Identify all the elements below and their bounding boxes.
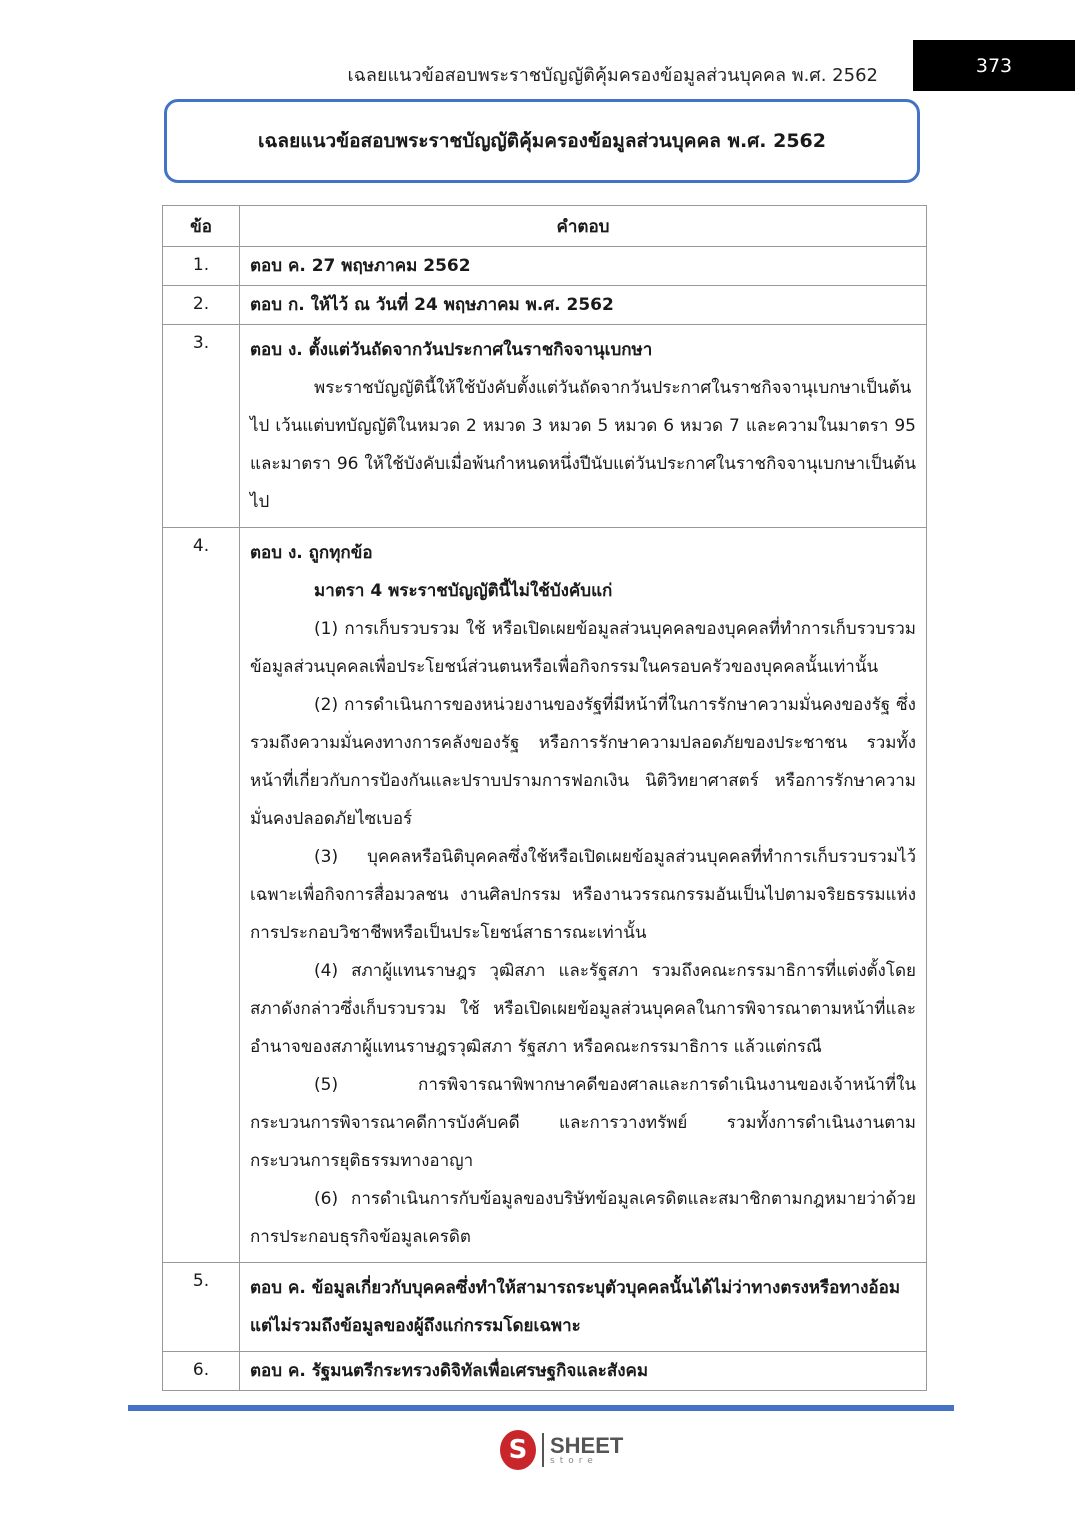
logo-text: SHEET bbox=[550, 1432, 624, 1458]
document-title: เฉลยแนวข้อสอบพระราชบัญญัติคุ้มครองข้อมูลส่วนบุคคล พ.ศ. 2562 bbox=[258, 130, 826, 152]
row-answer-cell bbox=[240, 528, 927, 1263]
running-header: เฉลยแนวข้อสอบพระราชบัญญัติคุ้มครองข้อมูลส่วนบุคคล พ.ศ. 2562 bbox=[347, 65, 878, 86]
row-number: 3. bbox=[163, 325, 240, 528]
footer-divider bbox=[128, 1405, 954, 1411]
column-header-no: ข้อ bbox=[163, 206, 240, 247]
row-answer-cell bbox=[240, 1352, 927, 1391]
row-number: 6. bbox=[163, 1352, 240, 1391]
answer-table bbox=[162, 205, 927, 1391]
list-item: (5) การพิจารณาพิพากษาคดีของศาลและการดำเนินงานของเจ้าหน้าที่ในกระบวนการพิจารณาคดีการบังคับคดี และการวางทรัพย์ รวมทั้งการดำเนินงานตามกระบวนการยุติธรรมทางอาญา bbox=[250, 1075, 916, 1171]
row-answer-cell bbox=[240, 325, 927, 528]
answer-text: ตอบ ค. 27 พฤษภาคม 2562 bbox=[250, 256, 471, 276]
explanation-paragraph: พระราชบัญญัตินี้ให้ใช้บังคับตั้งแต่วันถัดจากวันประกาศในราชกิจจานุเบกษาเป็นต้นไป เว้นแต่บทบัญญัติในหมวด 2 หมวด 3 หมวด 5 หมวด 6 หมวด 7 และความในมาตรา 95 และมาตรา 96 ให้ใช้บังคับเมื่อพ้นกำหนดหนึ่งปีนับแต่วันประกาศในราชกิจจานุเบกษาเป็นต้นไป bbox=[250, 378, 916, 512]
table-row bbox=[163, 325, 927, 528]
table-row bbox=[163, 528, 927, 1263]
answer-text: ตอบ ค. ข้อมูลเกี่ยวกับบุคคลซึ่งทำให้สามารถระบุตัวบุคคลนั้นได้ไม่ว่าทางตรงหรือทางอ้อม แต่ไม่รวมถึงข้อมูลของผู้ถึงแก่กรรมโดยเฉพาะ bbox=[250, 1278, 901, 1336]
logo-subtext: store bbox=[550, 1455, 598, 1466]
answer-text: ตอบ ง. ตั้งแต่วันถัดจากวันประกาศในราชกิจจานุเบกษา bbox=[250, 340, 653, 360]
answer-text: ตอบ ค. รัฐมนตรีกระทรวงดิจิทัลเพื่อเศรษฐกิจและสังคม bbox=[250, 1361, 649, 1381]
row-number: 4. bbox=[163, 528, 240, 1263]
logo-separator bbox=[542, 1433, 544, 1467]
row-number: 5. bbox=[163, 1263, 240, 1352]
page-number: 373 bbox=[913, 40, 1075, 91]
table-row bbox=[163, 1263, 927, 1352]
list-item: (4) สภาผู้แทนราษฎร วุฒิสภา และรัฐสภา รวมถึงคณะกรรมาธิการที่แต่งตั้งโดยสภาดังกล่าวซึ่งเก็บรวบรวม ใช้ หรือเปิดเผยข้อมูลส่วนบุคคลในการพิจารณาตามหน้าที่และอำนาจของสภาผู้แทนราษฎรวุฒิสภา รัฐสภา หรือคณะกรรมาธิการ แล้วแต่กรณี bbox=[250, 961, 916, 1057]
list-item: (1) การเก็บรวบรวม ใช้ หรือเปิดเผยข้อมูลส่วนบุคคลของบุคคลที่ทำการเก็บรวบรวมข้อมูลส่วนบุคคลเพื่อประโยชน์ส่วนตนหรือเพื่อกิจกรรมในครอบครัวของบุคคลนั้นเท่านั้น bbox=[250, 619, 916, 677]
table-row bbox=[163, 1352, 927, 1391]
logo-s-icon: S bbox=[500, 1430, 536, 1470]
list-item: (2) การดำเนินการของหน่วยงานของรัฐที่มีหน้าที่ในการรักษาความมั่นคงของรัฐ ซึ่งรวมถึงความมั่นคงทางการคลังของรัฐ หรือการรักษาความปลอดภัยของประชาชน รวมทั้งหน้าที่เกี่ยวกับการป้องกันและปราบปรามการฟอกเงิน นิติวิทยาศาสตร์ หรือการรักษาความมั่นคงปลอดภัยไซเบอร์ bbox=[250, 695, 916, 829]
section-heading: มาตรา 4 พระราชบัญญัตินี้ไม่ใช้บังคับแก่ bbox=[314, 581, 613, 601]
document-title-box bbox=[164, 99, 920, 183]
logo-wordmark bbox=[550, 1432, 624, 1466]
list-item: (3) บุคคลหรือนิติบุคคลซึ่งใช้หรือเปิดเผยข้อมูลส่วนบุคคลที่ทำการเก็บรวบรวมไว้เฉพาะเพื่อกิจการสื่อมวลชน งานศิลปกรรม หรืองานวรรณกรรมอันเป็นไปตามจริยธรรมแห่งการประกอบวิชาชีพหรือเป็นประโยชน์สาธารณะเท่านั้น bbox=[250, 847, 916, 943]
column-header-answer: คำตอบ bbox=[240, 206, 927, 247]
row-answer-cell bbox=[240, 247, 927, 286]
row-number: 2. bbox=[163, 286, 240, 325]
answer-text: ตอบ ก. ให้ไว้ ณ วันที่ 24 พฤษภาคม พ.ศ. 2562 bbox=[250, 295, 614, 315]
answer-text: ตอบ ง. ถูกทุกข้อ bbox=[250, 543, 373, 563]
table-row bbox=[163, 247, 927, 286]
list-item: (6) การดำเนินการกับข้อมูลของบริษัทข้อมูลเครดิตและสมาชิกตามกฎหมายว่าด้วยการประกอบธุรกิจข้อมูลเครดิต bbox=[250, 1189, 916, 1247]
table-header-row bbox=[163, 206, 927, 247]
row-number: 1. bbox=[163, 247, 240, 286]
row-answer-cell bbox=[240, 286, 927, 325]
table-row bbox=[163, 286, 927, 325]
row-answer-cell bbox=[240, 1263, 927, 1352]
sheet-store-logo bbox=[500, 1428, 650, 1472]
